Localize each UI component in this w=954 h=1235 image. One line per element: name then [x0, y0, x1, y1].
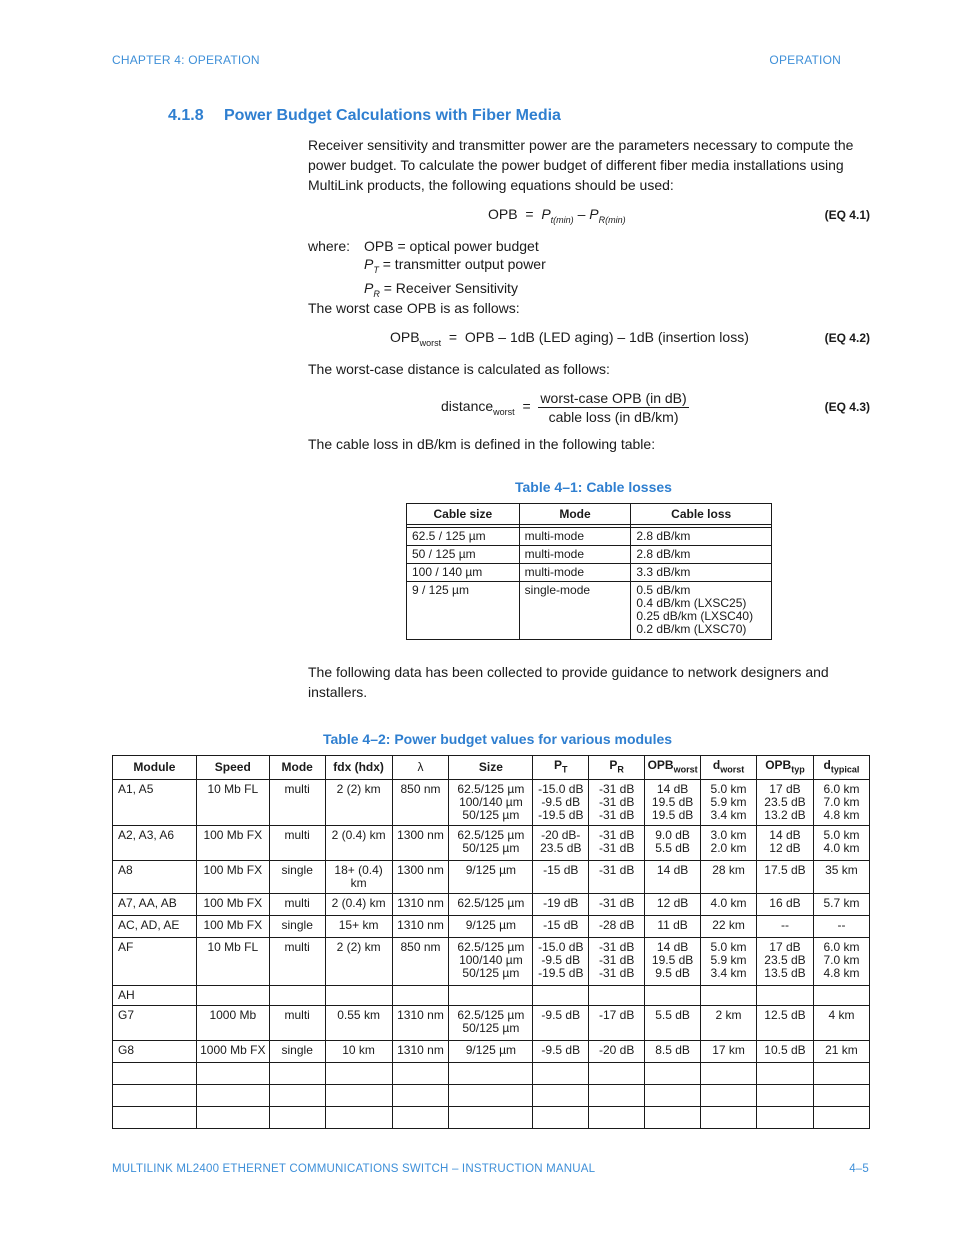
footer-manual-title: MULTILINK ML2400 ETHERNET COMMUNICATIONS SWITCH – INSTRUCTION MANUAL: [112, 1163, 596, 1175]
table2-cell: [813, 986, 869, 1006]
table2-header-size: Size: [449, 756, 533, 780]
table-row: [407, 528, 772, 546]
table1-cell: multi-mode: [519, 546, 631, 564]
table2-cell: 14 dB 12 dB: [757, 826, 814, 861]
table2-cell: 2 (0.4) km: [325, 826, 392, 861]
table2-cell: [757, 986, 814, 1006]
cable-losses-table: [406, 503, 772, 640]
table2-cell: [645, 1063, 701, 1085]
table2-cell: [589, 986, 645, 1006]
table1-cell: 50 / 125 µm: [407, 546, 520, 564]
table2-cell: 9/125 µm: [449, 861, 533, 894]
power-budget-table: [112, 755, 870, 1129]
eq1-lhs: OPB: [488, 206, 518, 222]
table1-cell: single-mode: [519, 582, 631, 640]
table2-cell: 10 Mb FL: [196, 938, 269, 986]
eq1-sub1: t(min): [550, 214, 574, 225]
table2-cell: [701, 986, 757, 1006]
table2-cell: [757, 1107, 814, 1129]
table2-cell: 100 Mb FX: [196, 861, 269, 894]
table2-cell: 1310 nm: [392, 1006, 449, 1041]
table2-cell: 2 (2) km: [325, 938, 392, 986]
pr-symbol: P: [609, 757, 618, 772]
table2-cell: -28 dB: [589, 916, 645, 938]
distance-intro: The worst-case distance is calculated as follows:: [308, 361, 610, 377]
table1-cell: multi-mode: [519, 528, 631, 546]
dt-subscript: typical: [830, 764, 860, 775]
table2-header-pr: [589, 756, 645, 780]
def-pr-sub: R: [373, 288, 380, 299]
table2-cell: multi: [269, 780, 325, 826]
module-cell: AH: [113, 986, 197, 1006]
table2-cell: 10 km: [325, 1041, 392, 1063]
table1-cell: 100 / 140 µm: [407, 564, 520, 582]
eq2-sub: worst: [419, 337, 442, 348]
eq2-label: (EQ 4.2): [824, 331, 870, 345]
table2-cell: 100 Mb FX: [196, 916, 269, 938]
eq3-numerator: worst-case OPB (in dB): [540, 390, 687, 406]
table2-cell: [325, 1063, 392, 1085]
table2-cell: 1300 nm: [392, 861, 449, 894]
eq2-equals: =: [448, 329, 458, 345]
table2-cell: 12.5 dB: [757, 1006, 814, 1041]
equation-4-1: [488, 206, 626, 225]
table2-cell: [196, 1085, 269, 1107]
table2-cell: 14 dB 19.5 dB 19.5 dB: [645, 780, 701, 826]
table1-caption: Table 4–1: Cable losses: [515, 479, 672, 495]
table2-cell: multi: [269, 1006, 325, 1041]
dw-subscript: worst: [720, 764, 745, 775]
table2-cell: [701, 1085, 757, 1107]
intro-paragraph: Receiver sensitivity and transmitter power are the parameters necessary to compute the power budget. To calculate the power budget of different fiber media installations using MultiLink products, the following equations should be used:: [308, 137, 854, 193]
def-opb: OPB = optical power budget: [364, 238, 539, 254]
table2-cell: 2 (2) km: [325, 780, 392, 826]
table2-cell: single: [269, 916, 325, 938]
running-header-section: OPERATION: [769, 53, 841, 67]
table2-cell: 18+ (0.4) km: [325, 861, 392, 894]
table2-cell: 100 Mb FX: [196, 894, 269, 916]
table-row: [407, 546, 772, 564]
table2-cell: [533, 1107, 589, 1129]
table-row: [113, 1041, 870, 1063]
table2-cell: 16 dB: [757, 894, 814, 916]
table2-header-lambda: λ: [392, 756, 449, 780]
table2-cell: 5.7 km: [813, 894, 869, 916]
table2-cell: 9.0 dB 5.5 dB: [645, 826, 701, 861]
def-pt-sym: P: [364, 256, 374, 272]
table2-cell: -31 dB: [589, 861, 645, 894]
table2-cell: 850 nm: [392, 938, 449, 986]
table-row: [113, 826, 870, 861]
table2-cell: single: [269, 861, 325, 894]
module-cell: A2, A3, A6: [113, 826, 197, 861]
table2-cell: -15 dB: [533, 861, 589, 894]
table2-cell: 10.5 dB: [757, 1041, 814, 1063]
table2-cell: -15.0 dB -9.5 dB -19.5 dB: [533, 780, 589, 826]
table2-cell: [645, 986, 701, 1006]
module-cell: A8: [113, 861, 197, 894]
table-row: [113, 861, 870, 894]
def-pr-text: = Receiver Sensitivity: [379, 279, 518, 296]
table2-cell: 28 km: [701, 861, 757, 894]
table2-cell: 17 dB 23.5 dB 13.2 dB: [757, 780, 814, 826]
table-row: [113, 1006, 870, 1041]
table2-header-module: Module: [113, 756, 197, 780]
section-number: 4.1.8: [168, 107, 204, 124]
table2-cell: [325, 1085, 392, 1107]
table2-cell: 10 Mb FL: [196, 780, 269, 826]
table2-cell: 1310 nm: [392, 894, 449, 916]
table2-cell: --: [757, 916, 814, 938]
eq3-lhs: distance: [441, 398, 494, 415]
table1-cell: 62.5 / 125 µm: [407, 528, 520, 546]
eq3-fraction: [538, 390, 688, 425]
table2-cell: [325, 1107, 392, 1129]
table2-cell: multi: [269, 826, 325, 861]
table2-cell: 17.5 dB: [757, 861, 814, 894]
table2-cell: [589, 1085, 645, 1107]
table2-header-fdx: fdx (hdx): [325, 756, 392, 780]
table2-cell: -9.5 dB: [533, 1041, 589, 1063]
def-pt-sub: T: [373, 264, 379, 275]
table2-header-d-worst: [701, 756, 757, 780]
table2-header-speed: Speed: [196, 756, 269, 780]
table2-cell: 1310 nm: [392, 916, 449, 938]
table2-cell: 17 km: [701, 1041, 757, 1063]
table2-cell: [392, 1107, 449, 1129]
equation-4-2: [390, 329, 749, 348]
table2-cell: 62.5/125 µm 100/140 µm 50/125 µm: [449, 938, 533, 986]
def-pt-text: = transmitter output power: [378, 256, 546, 272]
module-cell: [113, 1107, 197, 1129]
table2-cell: [589, 1107, 645, 1129]
table-row: [407, 582, 772, 640]
table2-cell: 9/125 µm: [449, 1041, 533, 1063]
table2-cell: [269, 986, 325, 1006]
table2-cell: [196, 1063, 269, 1085]
table2-cell: [813, 1107, 869, 1129]
table-row: [407, 564, 772, 582]
table1-header-cable-loss: Cable loss: [631, 504, 772, 525]
table1-header-mode: Mode: [519, 504, 631, 525]
table2-cell: 12 dB: [645, 894, 701, 916]
data-intro-paragraph: The following data has been collected to provide guidance to network designers and installers.: [308, 664, 829, 700]
table2-cell: -19 dB: [533, 894, 589, 916]
table2-cell: single: [269, 1041, 325, 1063]
opbw-symbol: OPB: [647, 757, 674, 772]
table2-cell: [269, 1063, 325, 1085]
table2-cell: 35 km: [813, 861, 869, 894]
table2-cell: 62.5/125 µm 100/140 µm 50/125 µm: [449, 780, 533, 826]
table2-cell: 1310 nm: [392, 1041, 449, 1063]
table1-cell: 9 / 125 µm: [407, 582, 520, 640]
table2-cell: 62.5/125 µm: [449, 894, 533, 916]
table2-cell: [813, 1063, 869, 1085]
footer-page-number: 4–5: [849, 1163, 869, 1175]
opbt-subscript: typ: [791, 764, 805, 775]
section-title: [168, 107, 561, 125]
pr-subscript: R: [617, 764, 624, 775]
table2-cell: [533, 1063, 589, 1085]
table2-cell: [757, 1063, 814, 1085]
table2-cell: 22 km: [701, 916, 757, 938]
table2-cell: 1300 nm: [392, 826, 449, 861]
running-header-chapter: CHAPTER 4: OPERATION: [112, 53, 260, 67]
def-pr-sym: P: [364, 279, 374, 296]
table2-cell: [392, 1063, 449, 1085]
table2-cell: -31 dB: [589, 894, 645, 916]
table2-cell: 17 dB 23.5 dB 13.5 dB: [757, 938, 814, 986]
table2-cell: 5.0 km 4.0 km: [813, 826, 869, 861]
eq3-denominator: cable loss (in dB/km): [548, 409, 679, 425]
eq1-minus: –: [577, 206, 586, 222]
table2-cell: 21 km: [813, 1041, 869, 1063]
table-row: [113, 1107, 870, 1129]
table2-cell: -31 dB -31 dB: [589, 826, 645, 861]
table2-cell: 850 nm: [392, 780, 449, 826]
table2-cell: [196, 1107, 269, 1129]
cable-intro: The cable loss in dB/km is defined in the following table:: [308, 436, 656, 452]
table2-cell: 2 (0.4) km: [325, 894, 392, 916]
table2-caption: Table 4–2: Power budget values for various modules: [323, 731, 673, 747]
eq1-p1: P: [541, 206, 551, 222]
table2-cell: 14 dB: [645, 861, 701, 894]
table2-cell: multi: [269, 938, 325, 986]
module-cell: G7: [113, 1006, 197, 1041]
table2-cell: 5.0 km 5.9 km 3.4 km: [701, 780, 757, 826]
table2-cell: [269, 1107, 325, 1129]
table2-header-opb-typ: [757, 756, 814, 780]
table-row: [113, 894, 870, 916]
table1-cell: multi-mode: [519, 564, 631, 582]
table2-cell: 14 dB 19.5 dB 9.5 dB: [645, 938, 701, 986]
eq2-lhs: OPB: [390, 329, 420, 345]
module-cell: AF: [113, 938, 197, 986]
table-row: [113, 986, 870, 1006]
opbt-symbol: OPB: [765, 757, 792, 772]
table1-cell: 3.3 dB/km: [631, 564, 772, 582]
table2-cell: 11 dB: [645, 916, 701, 938]
module-cell: G8: [113, 1041, 197, 1063]
where-word: where:: [308, 238, 351, 254]
table2-header-pt: [533, 756, 589, 780]
table2-cell: [392, 1085, 449, 1107]
table2-cell: [701, 1107, 757, 1129]
def-pt: [364, 255, 546, 279]
table-row: [113, 1063, 870, 1085]
table2-cell: [449, 1063, 533, 1085]
table2-cell: --: [813, 916, 869, 938]
table2-cell: 6.0 km 7.0 km 4.8 km: [813, 938, 869, 986]
module-cell: AC, AD, AE: [113, 916, 197, 938]
eq3-equals: =: [522, 398, 531, 415]
table2-cell: 5.5 dB: [645, 1006, 701, 1041]
module-cell: [113, 1063, 197, 1085]
table2-cell: [269, 1085, 325, 1107]
table2-cell: 100 Mb FX: [196, 826, 269, 861]
table2-cell: 4.0 km: [701, 894, 757, 916]
module-cell: A7, AA, AB: [113, 894, 197, 916]
table2-cell: [533, 1085, 589, 1107]
table-row: [113, 938, 870, 986]
eq3-sub: worst: [493, 407, 515, 417]
eq1-sub2: R(min): [598, 214, 626, 225]
table2-cell: 4 km: [813, 1006, 869, 1041]
table1-header-cable-size: Cable size: [407, 504, 520, 525]
table2-cell: 15+ km: [325, 916, 392, 938]
table2-cell: 1000 Mb: [196, 1006, 269, 1041]
table2-cell: 1000 Mb FX: [196, 1041, 269, 1063]
eq1-equals: =: [525, 206, 534, 222]
dw-symbol: d: [712, 757, 721, 772]
equation-4-3: [441, 390, 689, 425]
table2-cell: -20 dB: [589, 1041, 645, 1063]
section-title-text: Power Budget Calculations with Fiber Media: [224, 107, 561, 124]
table2-header-row: [113, 756, 870, 780]
table2-cell: [813, 1085, 869, 1107]
table2-cell: [449, 1085, 533, 1107]
table2-cell: 3.0 km 2.0 km: [701, 826, 757, 861]
table2-cell: [449, 986, 533, 1006]
table2-cell: 9/125 µm: [449, 916, 533, 938]
table2-body: [113, 780, 870, 1129]
table2-cell: 6.0 km 7.0 km 4.8 km: [813, 780, 869, 826]
table2-cell: -15 dB: [533, 916, 589, 938]
table2-cell: 5.0 km 5.9 km 3.4 km: [701, 938, 757, 986]
module-cell: [113, 1085, 197, 1107]
eq1-p2: P: [589, 206, 599, 222]
table2-cell: [645, 1107, 701, 1129]
table1-cell: 2.8 dB/km: [631, 546, 772, 564]
table1-header-row: [407, 504, 772, 525]
dt-symbol: d: [823, 757, 831, 772]
table1-cell: 2.8 dB/km: [631, 528, 772, 546]
table2-cell: -15.0 dB -9.5 dB -19.5 dB: [533, 938, 589, 986]
table2-cell: [757, 1085, 814, 1107]
table2-header-opb-worst: [645, 756, 701, 780]
table-row: [113, 780, 870, 826]
pt-symbol: P: [554, 757, 563, 772]
worst-case-intro: The worst case OPB is as follows:: [308, 300, 520, 316]
table2-cell: 0.55 km: [325, 1006, 392, 1041]
opbw-subscript: worst: [673, 764, 698, 775]
table2-cell: -31 dB -31 dB -31 dB: [589, 938, 645, 986]
table2-cell: [701, 1063, 757, 1085]
table-row: [113, 916, 870, 938]
table2-cell: [533, 986, 589, 1006]
pt-subscript: T: [562, 764, 568, 775]
table2-cell: [645, 1085, 701, 1107]
table2-cell: -9.5 dB: [533, 1006, 589, 1041]
table2-cell: 62.5/125 µm 50/125 µm: [449, 1006, 533, 1041]
table2-cell: 8.5 dB: [645, 1041, 701, 1063]
table2-cell: 62.5/125 µm 50/125 µm: [449, 826, 533, 861]
table2-header-mode: Mode: [269, 756, 325, 780]
table2-cell: [325, 986, 392, 1006]
eq2-rhs: OPB – 1dB (LED aging) – 1dB (insertion loss): [464, 329, 749, 345]
table1-cell: 0.5 dB/km 0.4 dB/km (LXSC25) 0.25 dB/km (LXSC40) 0.2 dB/km (LXSC70): [631, 582, 772, 640]
table2-cell: -20 dB- 23.5 dB: [533, 826, 589, 861]
table2-cell: multi: [269, 894, 325, 916]
table2-cell: -17 dB: [589, 1006, 645, 1041]
eq3-label: (EQ 4.3): [824, 400, 870, 414]
table2-cell: [449, 1107, 533, 1129]
table2-header-d-typical: [813, 756, 869, 780]
table2-cell: [196, 986, 269, 1006]
table-row: [113, 1085, 870, 1107]
table2-cell: -31 dB -31 dB -31 dB: [589, 780, 645, 826]
table2-cell: 2 km: [701, 1006, 757, 1041]
module-cell: A1, A5: [113, 780, 197, 826]
table2-cell: [392, 986, 449, 1006]
eq1-label: (EQ 4.1): [824, 208, 870, 222]
table2-cell: [589, 1063, 645, 1085]
